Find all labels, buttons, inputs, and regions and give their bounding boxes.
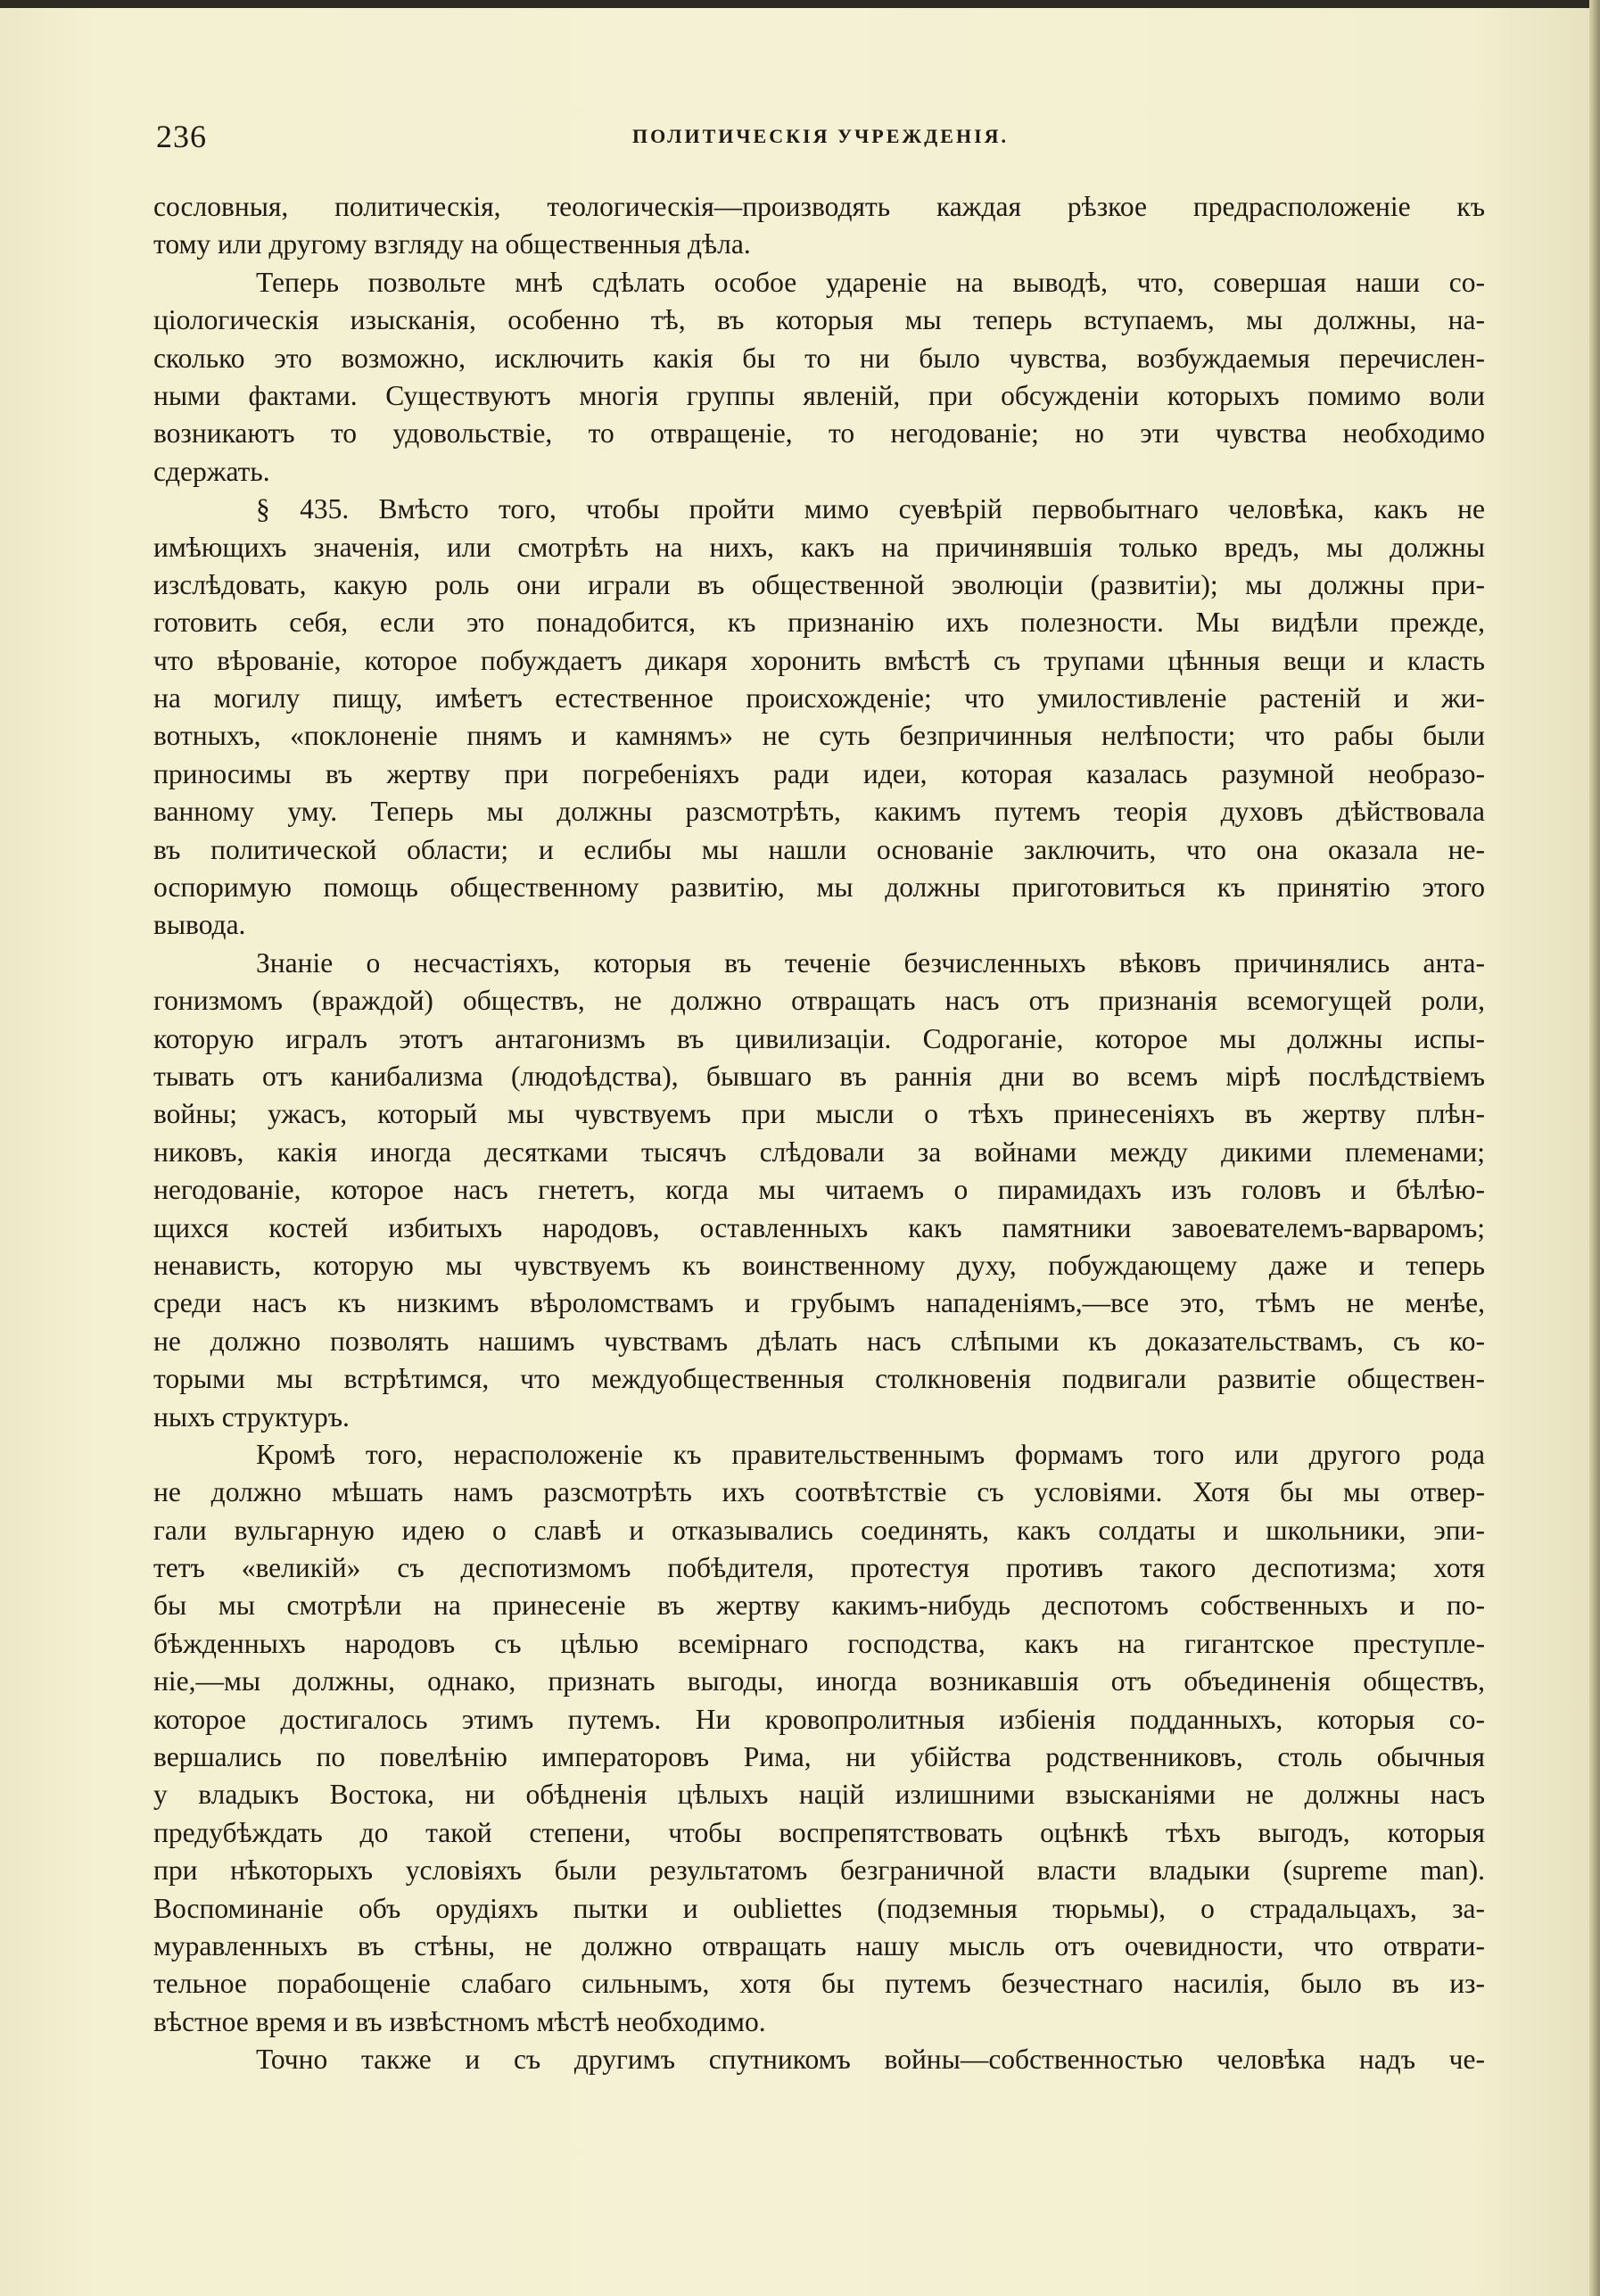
text-line: гали вульгарную идею о славѣ и отказывались соединять, какъ солдаты и школьники, эпи-: [153, 1514, 1485, 1546]
text-line: тельное порабощеніе слабаго сильнымъ, хотя бы путемъ безчестнаго насилія, было въ из-: [153, 1968, 1485, 2000]
text-line: ненависть, которую мы чувствуемъ къ воинственному духу, побуждающему даже и теперь: [153, 1249, 1485, 1281]
page-number: 236: [156, 119, 207, 154]
top-edge-shadow: [0, 0, 1600, 8]
text-line: готовить себя, если это понадобится, къ признанію ихъ полезности. Мы видѣли прежде,: [153, 607, 1485, 639]
text-line: ніе,—мы должны, однако, признать выгоды, иногда возникавшія отъ объединенія обществъ,: [153, 1665, 1485, 1697]
text-line: на могилу пищу, имѣетъ естественное происхожденіе; что умилостивленіе растеній и жи-: [153, 682, 1485, 714]
text-line: Кромѣ того, нерасположеніе къ правительственнымъ формамъ того или другого рода: [256, 1438, 1485, 1470]
text-line: что вѣрованіе, которое побуждаетъ дикаря хоронить вмѣстѣ съ трупами цѣнныя вещи и класть: [153, 644, 1485, 676]
text-line: не должно позволять нашимъ чувствамъ дѣлать насъ слѣпыми къ доказательствамъ, съ ко-: [153, 1325, 1485, 1357]
text-line: Точно также и съ другимъ спутникомъ войны—собственностью человѣка надъ че-: [256, 2044, 1485, 2076]
text-line: негодованіе, которое насъ гнететъ, когда мы читаемъ о пирамидахъ изъ головъ и бѣлѣю-: [153, 1174, 1485, 1206]
text-line: вотныхъ, «поклоненіе пнямъ и камнямъ» не суть безпричинныя нелѣпости; что рабы были: [153, 720, 1485, 752]
text-line: гонизмомъ (враждой) обществъ, не должно отвращать насъ отъ признанія всемогущей роли,: [153, 985, 1485, 1017]
text-line: возникаютъ то удовольствіе, то отвращеніе, то негодованіе; но эти чувства необходимо: [153, 417, 1485, 450]
text-line: сословныя, политическія, теологическія—производять каждая рѣзкое предрасположеніе къ: [153, 191, 1485, 222]
text-line: ныхъ структуръ.: [153, 1400, 350, 1433]
text-line: торыми мы встрѣтимся, что междуобщественныя столкновенія подвигали развитіе обществен-: [153, 1363, 1485, 1395]
text-line: которую игралъ этотъ антагонизмъ въ цивилизаціи. Содроганіе, которое мы должны испы-: [153, 1022, 1485, 1054]
text-line: войны; ужасъ, который мы чувствуемъ при мысли о тѣхъ принесеніяхъ въ жертву плѣн-: [153, 1098, 1485, 1130]
running-title: ПОЛИТИЧЕСКІЯ УЧРЕЖДЕНІЯ.: [631, 125, 1010, 147]
text-line: оспоримую помощь общественному развитію, мы должны приготовиться къ принятію этого: [153, 871, 1485, 904]
text-line: никовъ, какія иногда десятками тысячъ слѣдовали за войнами между дикими племенами;: [153, 1136, 1485, 1168]
text-line: тому или другому взгляду на общественныя дѣла.: [153, 228, 751, 260]
text-line: вѣстное время и въ извѣстномъ мѣстѣ необходимо.: [153, 2005, 766, 2037]
text-line: вершались по повелѣнію императоровъ Рима, ни убійства родственниковъ, столь обычныя: [153, 1741, 1485, 1773]
right-page-edge: [1589, 0, 1600, 2296]
text-line: бѣжденныхъ народовъ съ цѣлью всемірнаго господства, какъ на гигантское преступле-: [153, 1627, 1485, 1659]
text-line: среди насъ къ низкимъ вѣроломствамъ и грубымъ нападеніямъ,—все это, тѣмъ не менѣе,: [153, 1287, 1485, 1319]
text-line: въ политической области; и еслибы мы нашли основаніе заключить, что она оказала не-: [153, 833, 1485, 865]
text-line: изслѣдовать, какую роль они играли въ общественной эволюціи (развитіи); мы должны при-: [153, 568, 1485, 600]
text-line: ціологическія изысканія, особенно тѣ, въ которыя мы теперь вступаемъ, мы должны, на-: [153, 304, 1485, 336]
running-head: [156, 116, 1485, 157]
text-line: Воспоминаніе объ орудіяхъ пытки и oubliettes (подземныя тюрьмы), о страдальцахъ, за-: [153, 1892, 1485, 1924]
body-text: [153, 188, 1485, 2079]
text-line: щихся костей избитыхъ народовъ, оставленныхъ какъ памятники завоевателемъ-варваромъ;: [153, 1211, 1485, 1243]
text-line: тетъ «великій» съ деспотизмомъ побѣдителя, протестуя противъ такого деспотизма; хотя: [153, 1552, 1485, 1584]
text-line: сколько это возможно, исключить какія бы то ни было чувства, возбуждаемыя перечислен-: [153, 342, 1485, 374]
text-line: бы мы смотрѣли на принесеніе въ жертву какимъ-нибудь деспотомъ собственныхъ и по-: [153, 1590, 1485, 1622]
text-line: тывать отъ канибализма (людоѣдства), бывшаго въ раннія дни во всемъ мірѣ послѣдствіемъ: [153, 1060, 1485, 1092]
text-line: при нѣкоторыхъ условіяхъ были результатомъ безграничной власти владыки (supreme man).: [153, 1854, 1485, 1887]
text-line: ными фактами. Существуютъ многія группы явленій, при обсужденіи которыхъ помимо воли: [153, 379, 1485, 411]
text-line: § 435. Вмѣсто того, чтобы пройти мимо суевѣрій первобытнаго человѣка, какъ не: [256, 493, 1485, 525]
text-line: не должно мѣшать намъ разсмотрѣть ихъ соотвѣтствіе съ условіями. Хотя бы мы отвер-: [153, 1476, 1485, 1508]
text-line: Знаніе о несчастіяхъ, которыя въ теченіе безчисленныхъ вѣковъ причинялись анта-: [256, 946, 1485, 979]
text-line: сдержать.: [153, 455, 270, 487]
text-line: имѣющихъ значенія, или смотрѣть на нихъ, какъ на причинявшія только вредъ, мы должны: [153, 531, 1485, 563]
text-line: Теперь позвольте мнѣ сдѣлать особое удареніе на выводѣ, что, совершая наши со-: [256, 266, 1485, 298]
text-line: приносимы въ жертву при погребеніяхъ ради идеи, которая казалась разумной необразо-: [153, 757, 1485, 789]
text-line: вывода.: [153, 909, 246, 941]
text-line: ванному уму. Теперь мы должны разсмотрѣть, какимъ путемъ теорія духовъ дѣйствовала: [153, 796, 1485, 828]
text-line: предубѣждать до такой степени, чтобы воспрепятствовать оцѣнкѣ тѣхъ выгодъ, которыя: [153, 1816, 1485, 1848]
text-line: которое достигалось этимъ путемъ. Ни кровопролитныя избіенія подданныхъ, которыя со-: [153, 1703, 1485, 1735]
text-line: у владыкъ Востока, ни обѣдненія цѣлыхъ націй излишними взысканіями не должны насъ: [153, 1779, 1485, 1811]
text-line: муравленныхъ въ стѣны, не должно отвращать нашу мысль отъ очевидности, что отврати-: [153, 1929, 1485, 1962]
